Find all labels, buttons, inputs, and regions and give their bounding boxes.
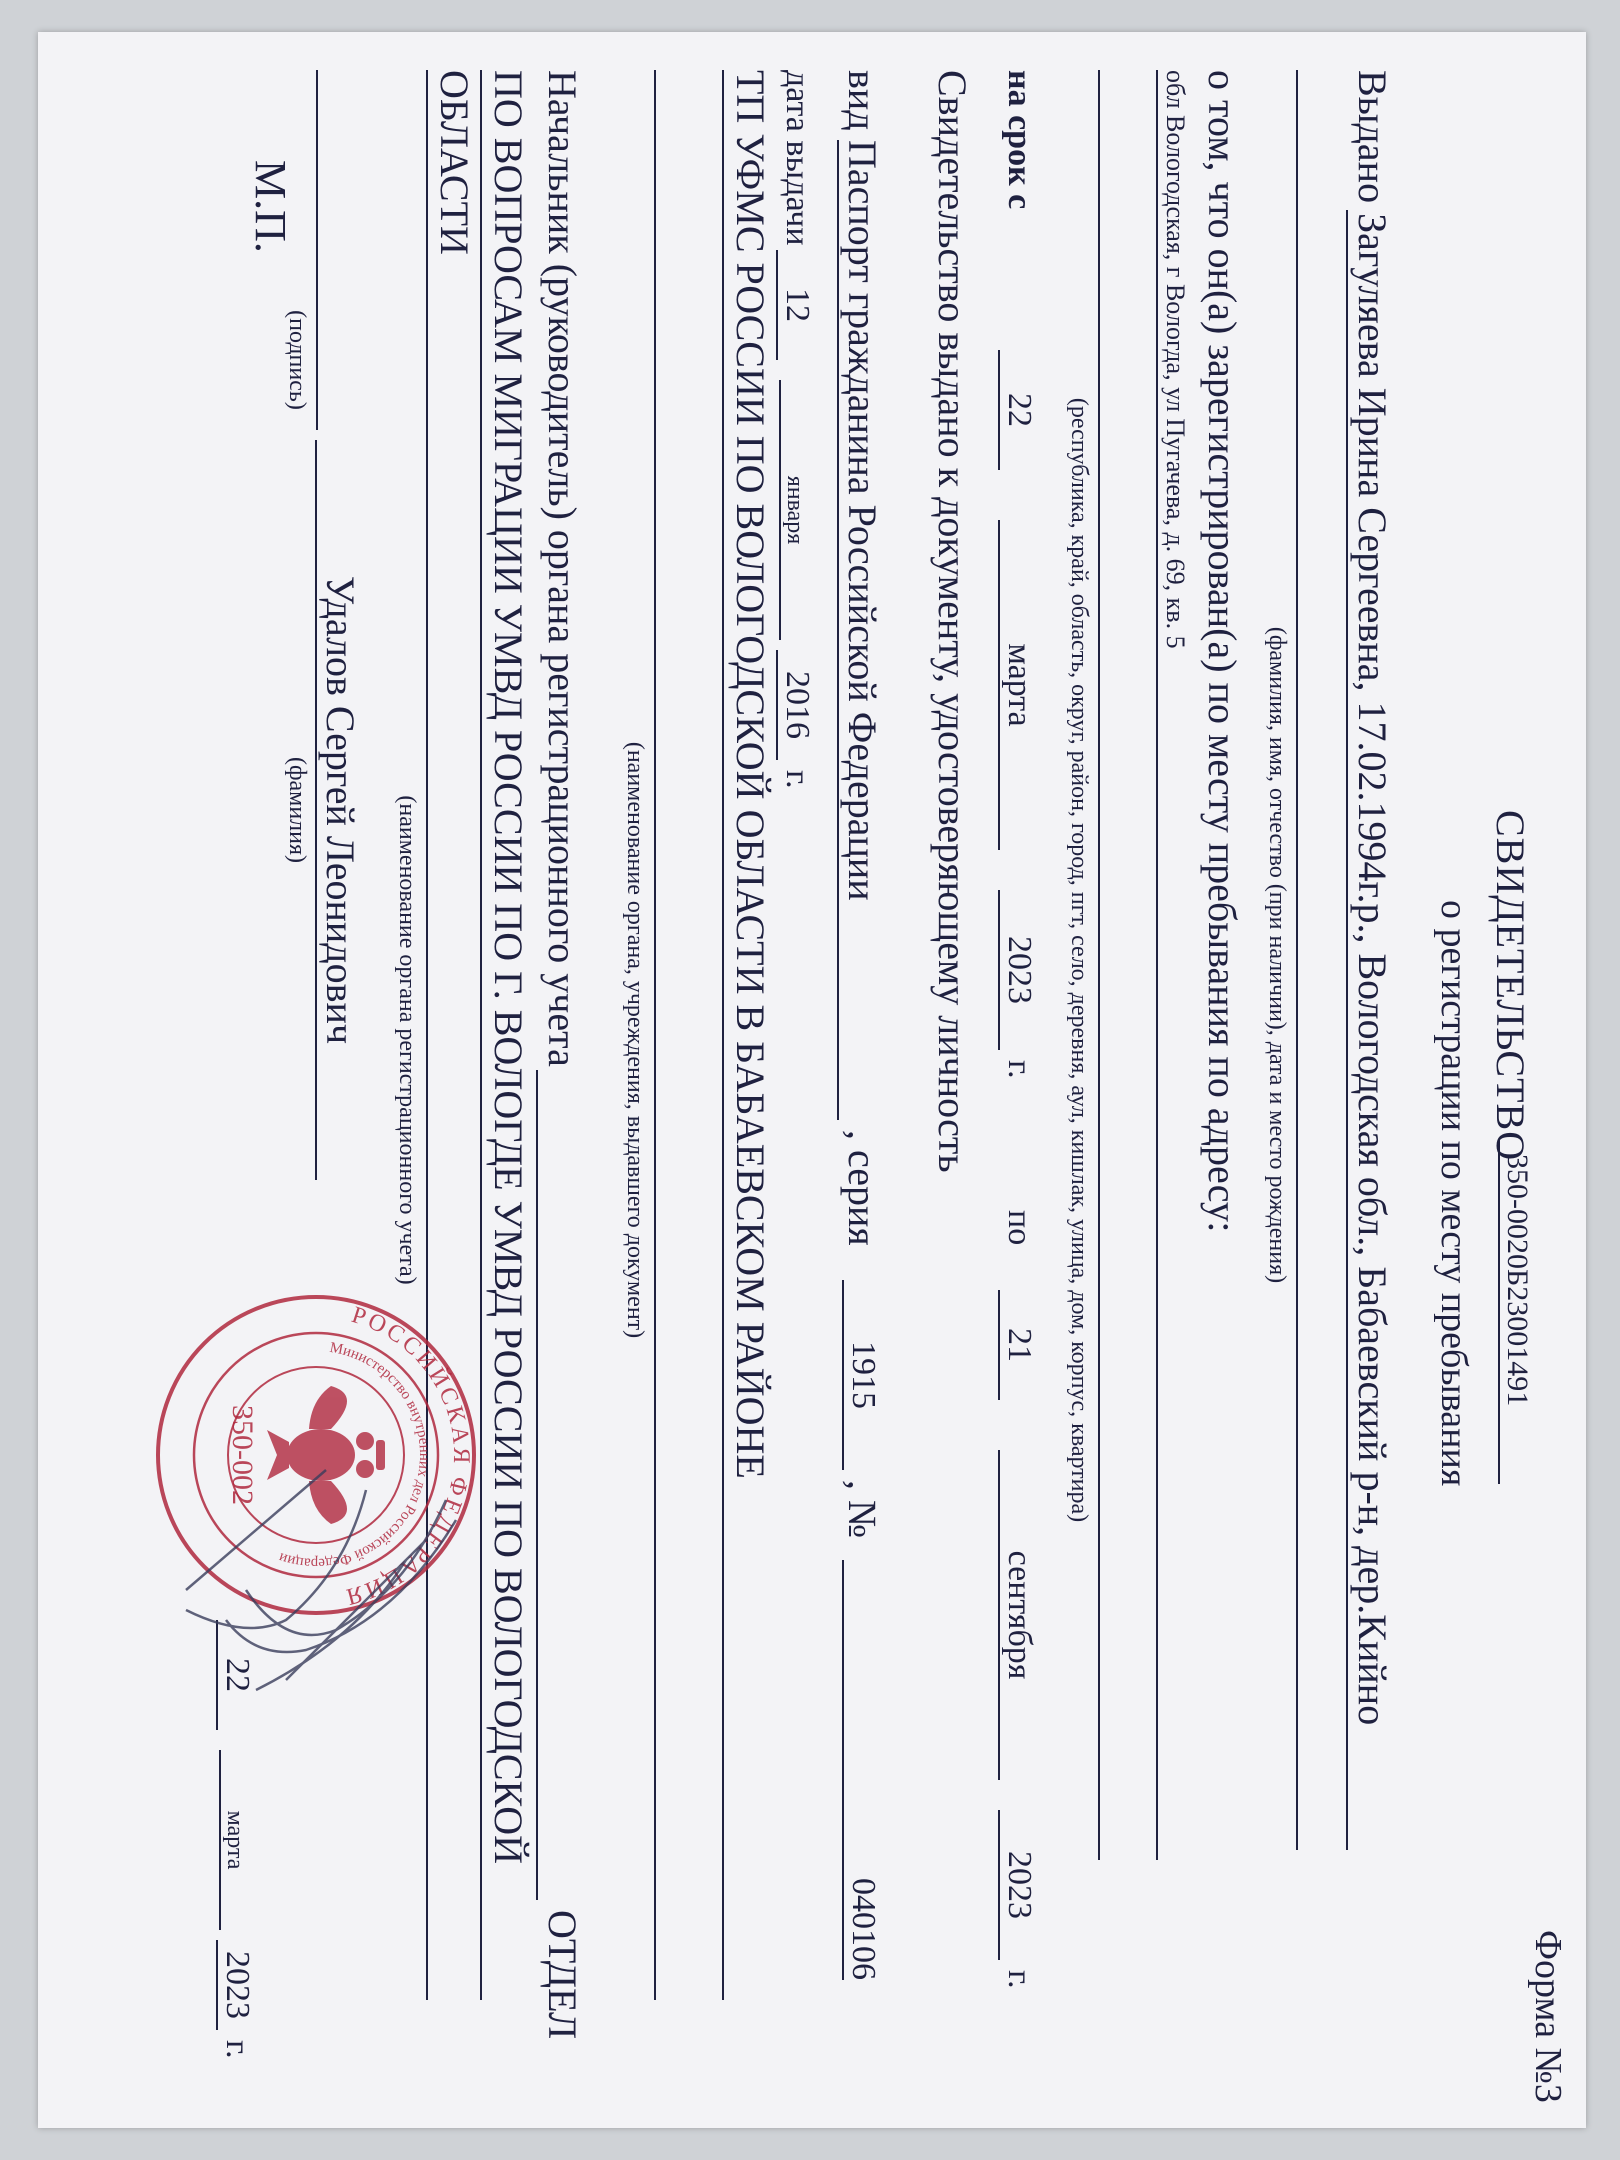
- term-to-day: 21: [998, 1290, 1038, 1400]
- address-underline-2: [1098, 70, 1100, 1860]
- signature-line: [316, 70, 318, 430]
- issued-line: [1349, 70, 1396, 1725]
- stamp-inner-text: Министерство внутренних дел Российской Федерации: [276, 1339, 433, 1572]
- issued-caption: (фамилия, имя, отчество (при наличии), дата и место рождения): [1264, 626, 1290, 1284]
- head-label: Начальник (руководитель) органа регистрационного учета: [540, 70, 585, 1067]
- issued-to-value: Загуляева Ирина Сергеевна, 17.02.1994г.р., Вологодская обл., Бабаевский р-н, дер.Кийно: [1350, 213, 1395, 1726]
- org-caption: (наименование органа регистрационного учета): [394, 795, 420, 1285]
- sign-date-day: 22: [216, 1620, 256, 1730]
- term-from-day: 22: [998, 350, 1038, 470]
- term-from-month: марта: [998, 520, 1038, 850]
- doc-date-label: дата выдачи: [779, 70, 816, 246]
- term-from-year: 2023: [998, 890, 1038, 1050]
- doc-date-suffix: г.: [779, 770, 816, 789]
- term-to-suffix: г.: [1001, 1970, 1038, 1989]
- issued-label: Выдано: [1350, 70, 1395, 204]
- org-underline: [536, 1070, 538, 1900]
- signer-name: Удалов Сергей Леонидович: [315, 440, 364, 1180]
- term-to-year: 2023: [998, 1810, 1038, 1960]
- stamp-outer-text: РОССИЙСКАЯ ФЕДЕРАЦИЯ: [340, 1302, 475, 1611]
- issuer-caption: (наименование органа, учреждения, выдавшего документ): [622, 741, 648, 1339]
- certificate-number: 350-0020Б23001491: [1498, 1140, 1534, 1484]
- doc-date-day: 12: [776, 250, 816, 360]
- doc-series-value: 1915: [842, 1280, 882, 1470]
- certificate-form: [66, 60, 1586, 2103]
- org-line1-tail: ОТДЕЛ: [540, 1910, 585, 2040]
- form-number: Форма №3: [1527, 1930, 1569, 2103]
- certificate-title: СВИДЕТЕЛЬСТВО: [1488, 810, 1533, 1162]
- doc-date-year: 2016: [776, 650, 816, 760]
- address-caption: (республика, край, область, округ, район, город, пгт, село, деревня, аул, кишлак, улица, дом, корпус, квартира): [1066, 397, 1092, 1523]
- issuer-value: ТП УФМС РОССИИ ПО ВОЛОГОДСКОЙ ОБЛАСТИ В БАБАЕВСКОМ РАЙОНЕ: [728, 70, 773, 1479]
- doc-series-label: , серия: [840, 1130, 885, 1246]
- doc-number-label: , №: [840, 1480, 885, 1539]
- sign-date-year: 2023: [216, 1940, 256, 2030]
- org-line2-underline: [480, 70, 482, 2000]
- org-line3: ОБЛАСТИ: [432, 70, 477, 255]
- term-label: на срок с: [1001, 70, 1038, 210]
- issuer-underline: [722, 70, 724, 2000]
- document-sheet: [38, 32, 1586, 2128]
- handwritten-signature: [146, 1290, 486, 1710]
- doc-kind-value: Паспорт гражданина Российской Федерации: [837, 140, 886, 1120]
- org-line2: ПО ВОПРОСАМ МИГРАЦИИ УМВД РОССИИ ПО Г. ВОЛОГДЕ УМВД РОССИИ ПО ВОЛОГОДСКОЙ: [486, 70, 531, 1864]
- issued-underline-2: [1296, 70, 1298, 1850]
- address-underline: [1156, 70, 1158, 1860]
- certificate-subtitle: о регистрации по месту пребывания: [1433, 900, 1475, 1487]
- doc-kind-label: вид: [840, 70, 885, 131]
- doc-number-value: 040106: [842, 1560, 882, 1980]
- sign-date-suffix: г.: [219, 2040, 256, 2059]
- issued-doc-text: Свидетельство выдано к документу, удостоверяющему личность: [930, 70, 975, 1173]
- surname-caption: (фамилия): [284, 756, 310, 864]
- issuer-underline-2: [654, 70, 656, 2000]
- org-line3-underline: [426, 70, 428, 2000]
- registered-text: о том, что он(а) зарегистрирован(а) по месту пребывания по адресу:: [1200, 70, 1245, 1233]
- sign-date-month: марта: [219, 1750, 248, 1930]
- address-value: обл Вологодская, г Вологда, ул Пугачева, д. 69, кв. 5: [1161, 70, 1190, 649]
- mp-label: М.П.: [246, 160, 295, 253]
- stamp-code: 350-002: [226, 1405, 259, 1505]
- term-from-suffix: г.: [1001, 1060, 1038, 1079]
- signature-caption: (подпись): [284, 310, 310, 410]
- doc-date-month: января: [779, 380, 808, 640]
- term-to-month: сентября: [998, 1450, 1038, 1780]
- term-to-label: по: [1001, 1210, 1038, 1246]
- issued-underline: [1346, 210, 1348, 1850]
